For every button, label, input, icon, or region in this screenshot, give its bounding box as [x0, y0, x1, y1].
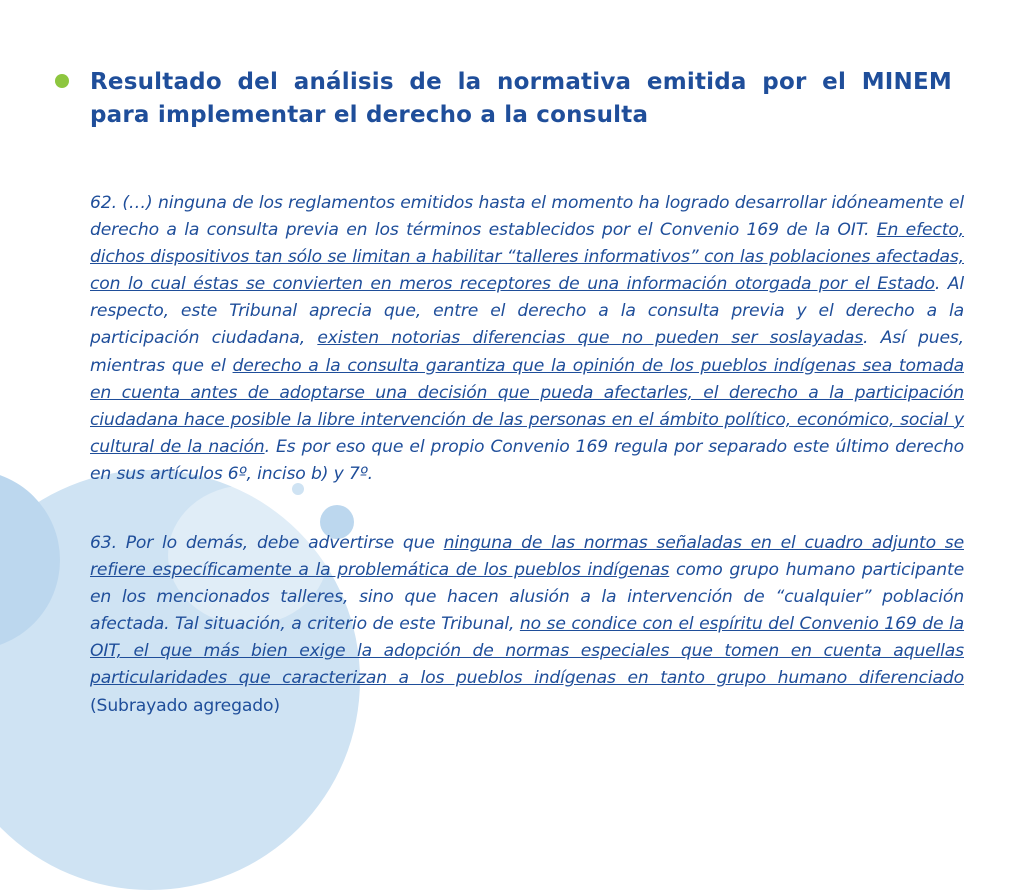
editorial-note: (Subrayado agregado) — [90, 695, 280, 716]
slide-title: Resultado del análisis de la normativa emitida por el MINEM para implementar el derecho a la consulta — [90, 69, 952, 128]
paragraph-62 — [90, 190, 964, 488]
text-segment: . Así pues, mientras que el — [90, 328, 964, 376]
text-segment: . Al respecto, este Tribunal aprecia que, entre el derecho a la consulta previa y el derecho a la participación ciudadana, — [90, 274, 964, 349]
paragraph-63 — [90, 530, 964, 720]
text-segment: como grupo humano participante en los mencionados talleres, sino que hacen alusión a la intervención de “cualquier” población afectada. Tal situación, a criterio de este Tribunal, — [90, 560, 965, 635]
text-segment: 63. Por lo demás, debe advertirse que — [90, 533, 444, 553]
underlined-segment: existen notorias diferencias que no pueden ser soslayadas — [317, 328, 864, 349]
underlined-segment: En efecto, dichos dispositivos tan sólo se limitan a habilitar “talleres informativos” con las poblaciones afectadas, con lo cual éstas se convierten en meros receptores de una información otorgada por el Estado — [90, 220, 965, 295]
text-segment: . Es por eso que el propio Convenio 169 regula por separado este último derecho en sus artículos 6º, inciso b) y 7º. — [90, 436, 964, 484]
underlined-segment: derecho a la consulta garantiza que la opinión de los pueblos indígenas sea tomada en cuenta antes de adoptarse una decisión que pueda afectarles, el derecho a la participación ciudadana hace posible la libre intervención de las personas en el ámbito político, económico, social y cultural de la nación — [90, 355, 964, 457]
bullet-icon — [55, 74, 69, 88]
underlined-segment: ninguna de las normas señaladas en el cuadro adjunto se refiere específicamente a la problemática de los pueblos indígenas — [90, 533, 964, 581]
underlined-segment: no se condice con el espíritu del Convenio 169 de la OIT, el que más bien exige la adopción de normas especiales que tomen en cuenta aquellas particularidades que caracterizan a los pueblos indígenas en tanto grupo humano diferenciado — [90, 614, 965, 689]
text-segment: 62. (…) ninguna de los reglamentos emitidos hasta el momento ha logrado desarrollar idóneamente el derecho a la consulta previa en los términos establecidos por el Convenio 169 de la OIT. — [90, 193, 964, 241]
